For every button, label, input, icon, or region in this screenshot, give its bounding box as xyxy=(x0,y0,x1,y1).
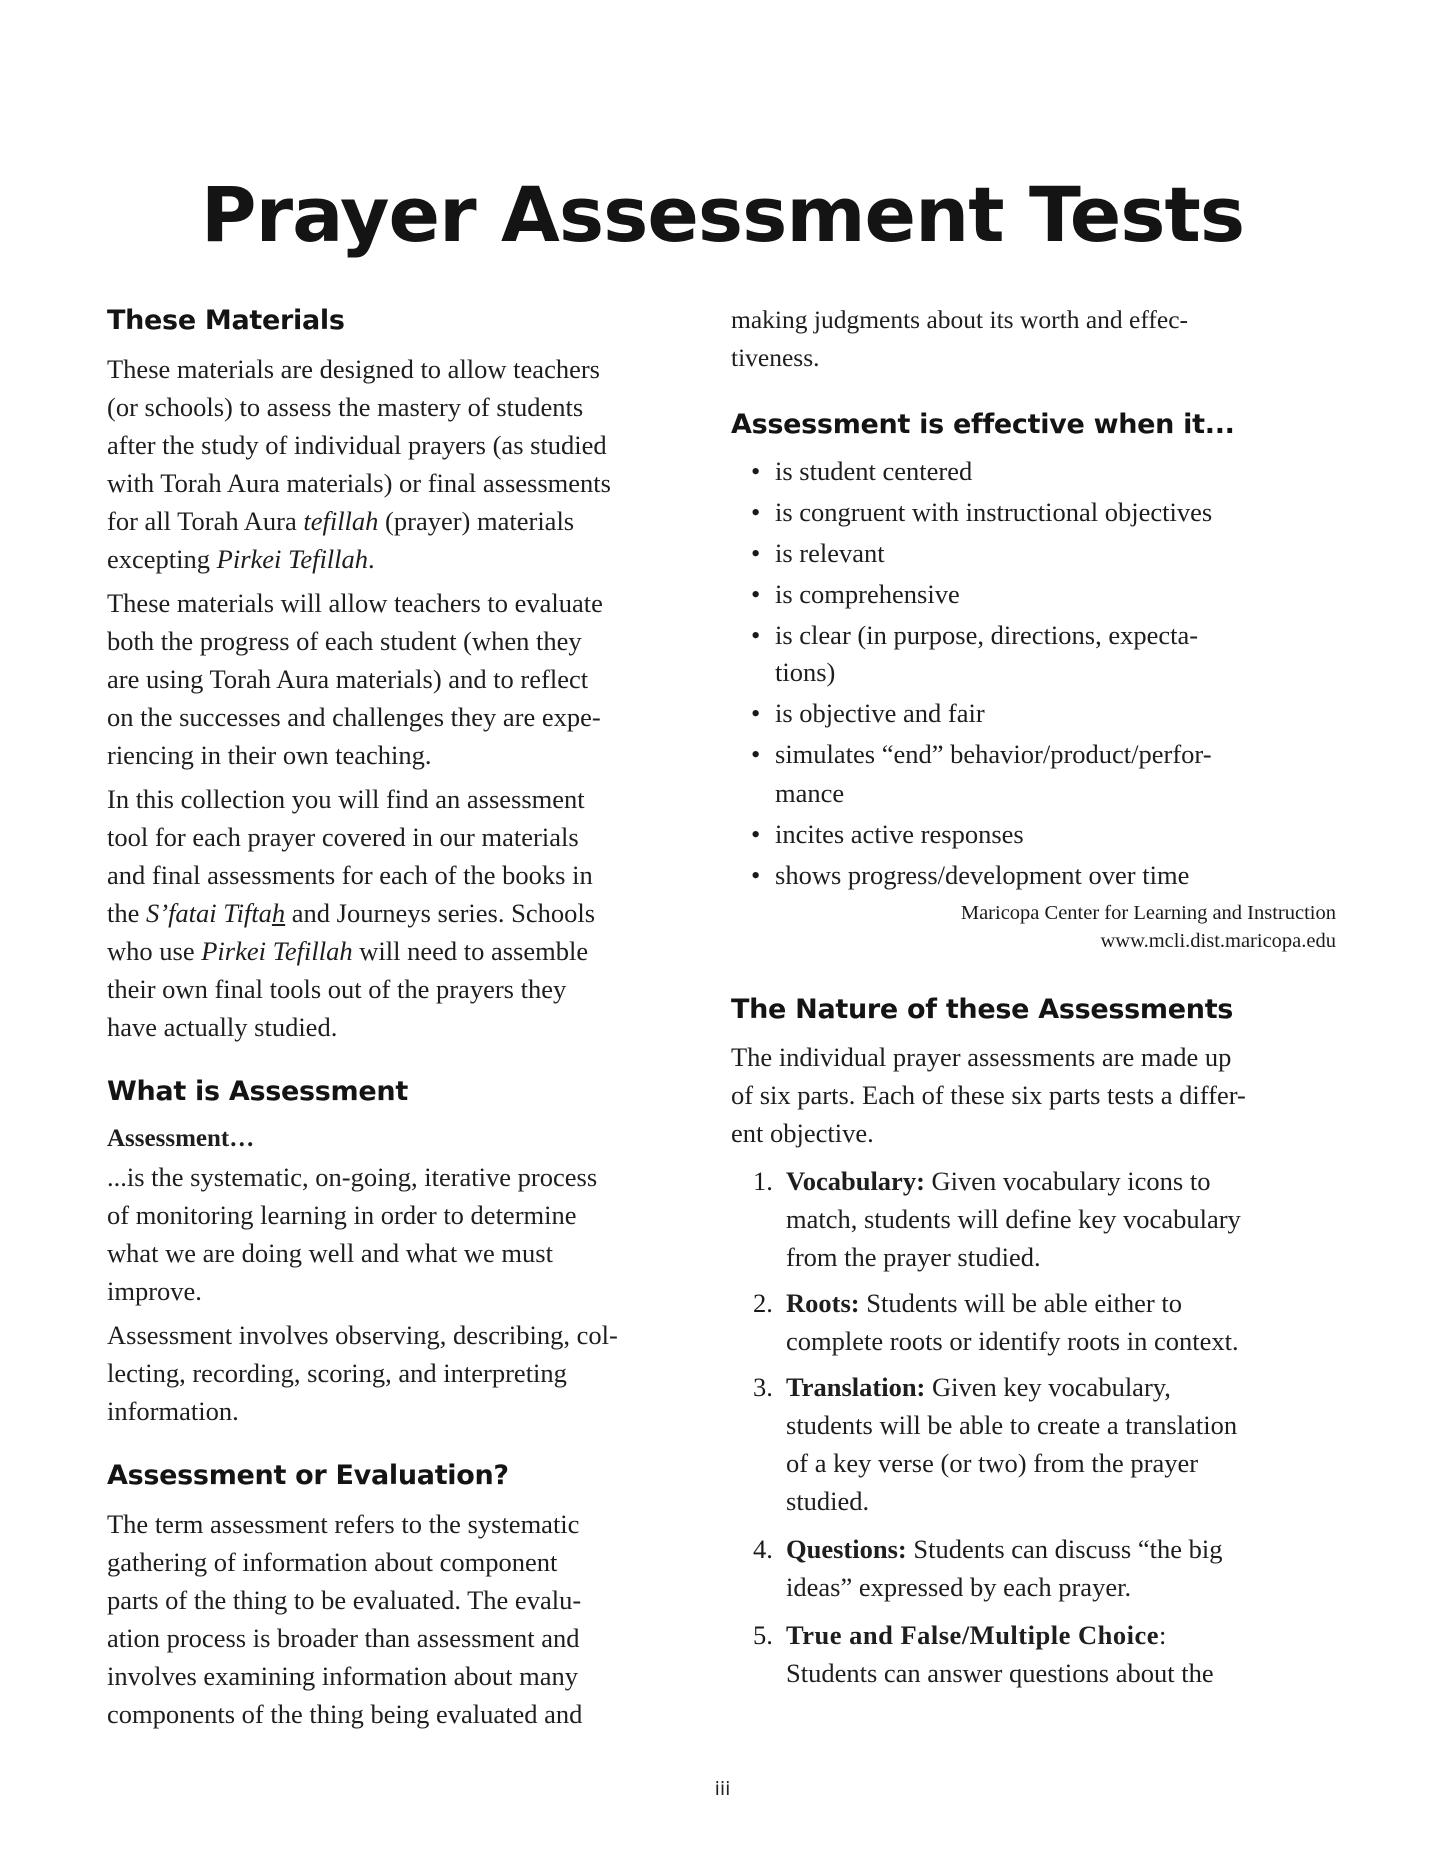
paragraph-line: ent objective. xyxy=(731,1118,874,1148)
paragraph-line: are using Torah Aura materials) and to reflect xyxy=(107,664,589,694)
paragraph-line: The individual prayer assessments are made up xyxy=(731,1042,1232,1072)
page-title: Prayer Assessment Tests xyxy=(200,170,1245,259)
bullet-icon: • xyxy=(751,620,761,650)
paragraph-line: These materials are designed to allow teachers xyxy=(107,354,600,384)
item-term: Translation: xyxy=(786,1372,926,1402)
paragraph-line: gathering of information about component xyxy=(107,1547,558,1577)
paragraph-line: tiveness. xyxy=(731,343,820,372)
item-term: True and False/Multiple Choice xyxy=(786,1620,1159,1650)
paragraph-line: Assessment involves observing, describing, col- xyxy=(107,1320,618,1350)
item-number: 4. xyxy=(753,1534,773,1564)
bullet-icon: • xyxy=(751,456,761,486)
paragraph-line: ation process is broader than assessment and xyxy=(107,1623,580,1653)
italic-term: Pirkei Tefillah xyxy=(201,936,353,966)
paragraph-line: what we are doing well and what we must xyxy=(107,1238,553,1268)
item-number: 5. xyxy=(753,1620,773,1650)
page-number: iii xyxy=(714,1778,731,1800)
paragraph-line: riencing in their own teaching. xyxy=(107,740,432,770)
paragraph-line: have actually studied. xyxy=(107,1012,338,1042)
paragraph-line: parts of the thing to be evaluated. The evalu- xyxy=(107,1585,582,1615)
paragraph-line: both the progress of each student (when they xyxy=(107,626,582,656)
paragraph-line: their own final tools out of the prayers they xyxy=(107,974,567,1004)
paragraph-line: who use Pirkei Tefillah will need to assemble xyxy=(107,936,589,966)
bullet-icon: • xyxy=(751,538,761,568)
paragraph-line: for all Torah Aura tefillah (prayer) materials xyxy=(107,506,575,536)
paragraph-line: making judgments about its worth and effec- xyxy=(731,305,1189,334)
bullet-icon: • xyxy=(751,860,761,890)
italic-term: Pirkei Tefillah xyxy=(216,544,369,574)
section-heading-these-materials: These Materials xyxy=(107,305,345,336)
bullet-icon: • xyxy=(751,497,761,527)
italic-term: S’fatai Tiftah xyxy=(146,898,286,928)
paragraph-line: and final assessments for each of the books in xyxy=(107,860,593,890)
paragraph-line: components of the thing being evaluated and xyxy=(107,1699,583,1729)
item-term: Vocabulary: xyxy=(786,1166,925,1196)
paragraph-line: of six parts. Each of these six parts tests a differ- xyxy=(731,1080,1246,1110)
bullet-icon: • xyxy=(751,739,761,769)
paragraph-line: The term assessment refers to the systematic xyxy=(107,1509,580,1539)
paragraph-line: (or schools) to assess the mastery of students xyxy=(107,392,584,422)
item-number: 3. xyxy=(753,1372,773,1402)
item-term: Questions: xyxy=(786,1534,907,1564)
paragraph-line: on the successes and challenges they are expe- xyxy=(107,702,601,732)
section-heading-assessment-or-evaluation: Assessment or Evaluation? xyxy=(107,1460,509,1491)
item-number: 1. xyxy=(753,1166,773,1196)
attribution-org: Maricopa Center for Learning and Instruction xyxy=(960,902,1336,924)
paragraph-line: of monitoring learning in order to determine xyxy=(107,1200,577,1230)
paragraph-line: In this collection you will find an assessment xyxy=(107,784,585,814)
item-number: 2. xyxy=(753,1288,773,1318)
paragraph-line: excepting Pirkei Tefillah. xyxy=(107,544,375,574)
section-heading-effective: Assessment is effective when it... xyxy=(731,409,1235,440)
bullet-icon: • xyxy=(751,819,761,849)
paragraph-line: tool for each prayer covered in our materials xyxy=(107,822,579,852)
paragraph-line: with Torah Aura materials) or final assessments xyxy=(107,468,611,498)
paragraph-line: information. xyxy=(107,1396,239,1426)
section-heading-nature: The Nature of these Assessments xyxy=(731,994,1234,1025)
subheading: Assessment… xyxy=(107,1125,255,1152)
italic-term: tefillah xyxy=(303,506,379,536)
section-heading-what-is-assessment: What is Assessment xyxy=(107,1076,408,1107)
paragraph-line: after the study of individual prayers (as studied xyxy=(107,430,607,460)
bullet-icon: • xyxy=(751,698,761,728)
attribution-url: www.mcli.dist.maricopa.edu xyxy=(1100,930,1336,952)
paragraph-line: the S’fatai Tiftah and Journeys series. Schools xyxy=(107,898,596,928)
paragraph-line: lecting, recording, scoring, and interpreting xyxy=(107,1358,567,1388)
item-term: Roots: xyxy=(786,1288,860,1318)
bullet-icon: • xyxy=(751,579,761,609)
paragraph-line: involves examining information about many xyxy=(107,1661,579,1691)
paragraph-line: ...is the systematic, on-going, iterative process xyxy=(107,1162,598,1192)
paragraph-line: improve. xyxy=(107,1276,202,1306)
paragraph-line: These materials will allow teachers to evaluate xyxy=(107,588,603,618)
